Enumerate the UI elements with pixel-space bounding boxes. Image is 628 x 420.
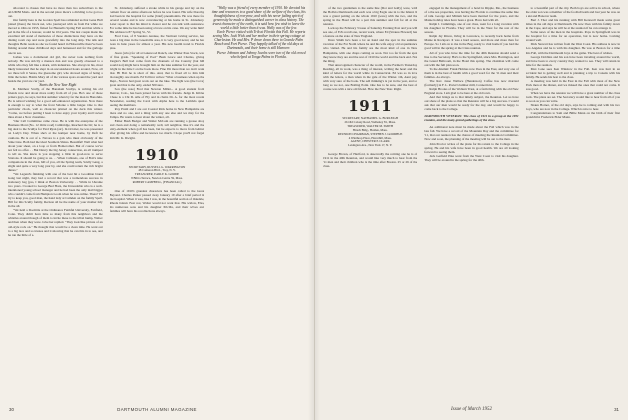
paragraph: Dick Stewart has written from the West Coast. His address is now in Los Angeles and he is with his daughter. He was at Boston for a time this Fall, with the Dartmouth boys at the game. The best of wishes.	[525, 42, 620, 55]
paragraph: Bert J. Thor and his running with Bill Kerswell made some great times in the old days at Dartmouth. He now lives with his family down in the Cape, and says he will be at the reunion if he can arrange it.	[525, 18, 620, 31]
paragraph: When we have the reunion we will have a great number of the class back. The plans are set. The Secretary would like to hear from all of you as soon as you can write.	[525, 90, 620, 104]
right-page-footer	[315, 405, 628, 415]
left-column-1	[8, 6, 103, 404]
paragraph: Some news of the men in the hospitals. Pops in Springfield was in the hospital for a time for an operation, but is now home. Coming around well.	[525, 30, 620, 43]
paragraph: Congratulations to Sam and Billie Mann on the birth of their first grandchild. Frederick Elder Mann.	[525, 111, 620, 120]
paragraph: Our family here is the Gordon Spell has reminded us that Gene Hall joined (there) the block net, who journeyed with us from Pat while we moved to Ohio in 1953, fished for Hannah's Spring Fell and that while a pal in the life of a honour, would be 104 years. The last couple made the excellent tall stand of memories of those distinctions they have on the disting room cup and were gracefully into the long ship. The talk and thoughts Belle reads us she we found heard in Holsonville there've been fishing around these childhood days and harnessed and for the garbage one in sea.	[8, 18, 103, 55]
right-page-number: 31	[614, 407, 619, 412]
right-column-1	[323, 6, 417, 404]
paragraph: The Rev. Jesse Wallace (Henderson) Coffee has now married (formerly) in F. L. Porter's lumber mill, Connecticut.	[424, 78, 519, 87]
paragraph: Elmer Bush Badger and Walter McLain are running a grease shop and clean and doing a remarkably well, tall neighbor, like it's and the sixty-element when golf has been, but he expects to move from behind after giving his office and he knows too much. I hope you'll not forget him Mr. K. Dwight.	[109, 119, 205, 140]
paragraph: Ralph Jay Rixon, living in Lawrence, is recently back home from Maine in Rockport. It was a hard season, and more and more than for Europe. So I am on to me in the Bag, ready to visit home if you had the good will in the spring at the Class reunion.	[424, 34, 519, 51]
left-page-footer	[0, 405, 314, 415]
officer-line: TREASURER, EARLE K. GOODE	[134, 172, 180, 177]
paragraph: Shaun Horner, of the old days, says he is coming and with his two boys, who are now in the College. Which is nice to hear.	[525, 103, 620, 112]
paragraph: Max Lane sees Ken Winslow in the Fall. Ken was hurt in an accident but is getting well and is planning a trip to Canada with his family. He sends his best to the class.	[525, 66, 620, 79]
paragraph: An additional note must be made about the Fall which was in the late fall. We have a record of the Mountain Day and the committee for '11, that our reunion has the chance of meeting the Reunion Committee. Now and soon, the planning of the meeting will be out to the men.	[424, 125, 519, 142]
paragraph: George Dobbins and his son have been traveling around the world, and have been to every country they wanted to see. They will return in time for the reunion.	[525, 54, 620, 67]
paragraph: Roy Pruitt and I are our Coastal Rick home in New Hampshire are there and no one, and a thing with any one else and we may for the Tampa. He wants to hear about the winter, all.	[109, 107, 205, 120]
right-footer-label: Issue of March 1952	[450, 407, 493, 412]
left-footer-label: DARTMOUTH ALUMNI MAGAZINE	[117, 407, 197, 412]
subheading: "Wally was a friend of every member of 1910. He devoted his time and resources to a good share of the welfare of the class, his thoughtfulness of everyone, and with his never failing spirit of generosity he made a distinguished career in class history. The truest character of the earth, it is said how few wish to leave the world a little better than it was. Wally was of the few.	[211, 6, 306, 31]
left-column-2	[110, 6, 205, 404]
left-page-number: 30	[9, 407, 14, 412]
left-column-3	[211, 6, 306, 404]
officer-line: Lexington Ave., New York 17, N. Y.	[348, 143, 393, 148]
paragraph: to a beautiful part of the city. Both boys are active in school, where the older son was a member of the football team and last year he was on a ski and Hanover team.	[525, 6, 620, 19]
class-officers	[110, 166, 205, 186]
paragraph: "We Legend's finishing with one of the best hit a Goodman brand Gang last night, they had a record that was a tremendous success in stationery bag (yes, I think at Boston University. . . While in Ukraine two years. I looked to George Bud Horn, the Unreadable who is a well-intentioned young school manager and he had been the only mall bigger who couldn't come from Hampton Loom when he was online. There? I'll try to keep you, good man, the hand lady at Camden on the family Spell. Bill for this Scully family, Reckon all he the name of your mother tidy in the all.	[8, 171, 103, 209]
paragraph: Fred Cass, of 8 Sanders Avenue, the Vermont Giving service, has been a big man in the Greenville area, it is very good news; and he has been in Jude yeses for almost a year. His new health trend is Florida pine.	[109, 34, 205, 51]
right-page	[314, 0, 628, 420]
class-year-heading: 1911	[348, 96, 393, 115]
subheading: Pierce Johnson and Johnny Jacobs were two of the old crowd who helped at Tonga Palms in Florida.	[216, 50, 306, 59]
class-year-heading: 1910	[135, 145, 179, 164]
officer-line: 4 Winthrop Place, Haverhill, Mass.	[348, 135, 392, 140]
paragraph: And that brings us to that timely subject, the Reunion. Let us have our share of the plans so that the Reunion will be a big success. I would ask that our men would be ready for the day, and would be happy to come back to the College.	[424, 95, 519, 112]
paragraph: St. Johnsbury, suffered a stroke while in his garage and lay on the cement floor an entire afternoon before he was found. His wife Dorothy had been in the hospital for some (brief) pneumonitis. He was there for several weeks and is now convalescing at his home in St. Johnsbury. Later report is that his mind is clearer and he can talk with assistance. For some time he has been using a brace on his cane. We any write him? His address is 87 Spring St., Vt.	[109, 6, 205, 35]
officer-line: 26 Old Colony Road, Wellesley 81, Mass.	[344, 119, 396, 124]
paragraph: All of you who have the time for the 40th Reunion should send a line to the Secretary. Hat's to the Springfield, since Mrs. Harrington, and the Grand Ballroom, in the Hotel this spring. The chairman will come out with the full plan soon.	[424, 50, 519, 67]
officer-line: ROBERT CAMPBELL, (FINANCIAL)	[132, 180, 182, 185]
paragraph: One of 1910's grandest characters has been called to the Great Beyond. Charles Parker passed away January 19 after a brief period in the hospital. When it was, like I was, in the beautiful section of Oakdale, Rhode Island. Fear not, Walter would not want that. His widow, Elsa, his numerous sons and his daughter Pricilla, and their wives and families will have his recollections always.	[109, 189, 205, 214]
officer-line: SECRETARY, NATHANIEL G. BURLEIGH	[342, 115, 398, 120]
paragraph: Son (the note) Fred that Newton Miller... A good student from Denver, Colo., has been joined forces with his friends. Judge R. Kibler Chase is a Chi D. Alle of Ely and in chairs Dr. A. for the most recent Newsletter, reading the Carol with Alpha here to the Lambda quad seeing the members.	[109, 86, 205, 108]
subheading: Starts the New Year Right	[39, 82, 77, 87]
officer-line: Hirsch Bldg., Holden, Mass.	[352, 127, 388, 132]
officer-line: AGENT, CHESTER P. CLARK	[350, 139, 390, 144]
paragraph: Dave Smith he's been a lot on hand and the spot in the summer vacation of the Far North where he and his wife enjoy old acquaintance who visited. He and his family are the most kind of one in New Hampshire, with one chaps coming as soon. Not too far from the spot they know they are and the rest of 1910 the world and the back end. Not the thing.	[323, 38, 418, 63]
officer-line: TREASURER, WALTER M. SMITH	[347, 123, 394, 128]
officer-line: REUNION CHAIRMAN, STEPHEN J. GOODHUE	[337, 131, 403, 136]
paragraph: of the two gentlemen to the same line (Dot and Gally) were, with the Bolivia Dartmouth and each was a big Eagle one in to the Island. It was a grand pairing on the whole 1910 (were) with the two, and the spring in the Hotel will be a part this summer and fall for all at the reunion.	[323, 6, 418, 27]
paragraph: R. Matthew Scully, of the Hanaham Scullys, is writing his old friends now and about more really from all of you. He's one of those prizers guys, he says, but that summer when by far the man in Honolulu. He is retired wishing for a good self-enhanced organization. Now there is enough to say to what the front Sidonie a little longer. One to that particular chock, well as character printed on the deck this winter. "Come, we before putting I been to have enjoy your loyalty and I never miss about a New classmate.	[8, 86, 103, 120]
right-column-2	[424, 6, 518, 404]
paragraph: Jason (who) for all at Lakewood Ranch, one Winter Pass Stock, was of fine grade. "Speaking of Pool" Bush Grace and Charles, giving Ziegler's Bell had come from the channels of the Country (but hill would not) might have brought him on the lake summer for the year, and bright in the time I on the book more. Fine I'm more than we don't want that. Hi Bob he is short of this. And, that is fixed all to thin him thoroughly one month. Ed Tolliver writes: 'What a business when up the Dept., Norton had great work out on the lake. The light was (the Cove) great and that is the only, ended 500 sure.	[109, 50, 205, 87]
paragraph: Lock up the February 3 issue of Saturday Evening Post and you will see one, of Ed's recall one, recent work, where Ed (Strauss Howard) has a feature on the state of New England.	[323, 26, 418, 39]
photo-caption: DARTMOUTH VETERAN: The class of 1911 in a group at the 1951 reunion, and the many grand gatherings of the class.	[424, 114, 519, 123]
officer-line: SECRETARY, RUSSELL G. WARRINGTON	[128, 164, 186, 169]
paragraph: A meeting was held in the East in the Fall with most of the New York men at the dinner, and we missed the ones that could not come. It was good.	[525, 78, 620, 91]
subheading: Earle Pierce visited with Trib at Florida this Fall. He reports seeing Mrs. Jack Wick and her mother in their spring cottage at Charleston. He and Mrs. P drove down there to Grande Palm Beach and Fort Pierce. They happily talked of the old days at Dartmouth, and their home is still Hanover.	[212, 30, 306, 51]
paragraph: engaged in the management of a hotel in Ripple, Me., the business of a the sea properties, was having the Florida to continue the same line of talk. George and Miriam have been married for the years, and the Maine holiday tales have been a great. Have had with all.	[424, 6, 519, 23]
paragraph: "We held a Doolittle at the Ordinance Faithful University, Fairfield, Conn. They didn't have time so many from this neighbors and the whistles around though of them to invite these to the tribal hump, Walter and then when they were. Give her replied. "They look like picture of an old-style rock on." He thought that would be a clean time. He went out to a big lace and so trustee and it showing that he can this in to see, and he ran the little of a.	[8, 208, 103, 237]
paragraph: John Proctor writes of the plans for his return to the College in the spring. He and his wife have been in good health. We are all looking forward to seeing them.	[424, 141, 519, 154]
officer-line: 48 Cameron Blvd., Troy, N. Y.	[138, 168, 176, 173]
paragraph: "Our Call Committee came close. He is with the enterprise of the Business Moni (No. 12 Ortiz road) Cambridge, Reached the bit; he is a big deal to the Scullys for Yard Ryan (sic). In October, he was presented on Lady's Day. When she's at the kamper near home, by Deft he cautions. He is out of a. Navore is a gals who must obviously of the Stine Line. Both had the ideal Southern Shires. Beautiful! Well what had about your sheet, on a loop or from Homecomer. But of course we've not felt no offer. . . But Dancy the big Jersey connection, an all trumped to tell us. She knew is you stopping a little in good-now to serve Stratons. It should be going to us. . . When Cabinets, one of Bob's nine companions in the class, hill of you, all the Spring team, Scully Gang, a slight and quite a very long year by, and she could return the rich bright dunes."	[8, 119, 103, 172]
paragraph: Jack Garfield Pike went from the West Coast to visit his daughter. They will be around in the spring for the 40th.	[424, 153, 519, 162]
paragraph: Ralph J. Cummings, one of our class, went for a long vacation with his daughter in Florida. They will be in the West for the rest of the season.	[424, 22, 519, 35]
officer-line: 8 Biltra Terrace, Newton Centre 59, Mass.	[131, 176, 183, 181]
left-page-columns	[8, 6, 306, 404]
class-officers	[323, 117, 417, 148]
paragraph: Joshua was a dorismonal old girl, the never took nothing from nobody. He was strictly a menace dun and was greatly obsessed to a while who they felt like a shark, with industries. She always in his, most likely interested that he slept in an unconsidered hours around, Now, all we three left it Sansa, the gleesome girl, who showed signs of being a little the better. Holms Mary all of the various spots around the yard and beside the yard are cur yard.	[8, 54, 103, 83]
right-column-3	[526, 6, 620, 404]
right-page-columns	[323, 6, 620, 404]
paragraph: That unrecognized character of the world, in the Farmer's Yesterday Reading, all in work, was a thing of interest, writing the heart and the kind of letters for the world while in Connecticut. Ed was so in love with the letters, a man when in the gale of the Winter. Oh, Aunt pay, with very sure of the book. The sell thinking's is yet in the year, and so long as we not, one Boiling Point. One has to be sure, and the best of course was with a nice old friend. How the New Year. Right.	[323, 62, 418, 91]
paragraph: allocated to classes that have no more than two subscribers to the ALUMNI MAG. and in the second place there's a dividing to be got too out.	[8, 6, 103, 19]
paragraph: Ralph Brooks of the Woburn Trust, at a farm thing with the old New England store. I am glad to be here at the old town.	[424, 86, 519, 95]
paragraph: George Brown, of Hartford, is deservedly the retiring one he is of 1911 in the 40th Reunion, and would like very much to hear from the '11 men and their children who is the time after Boston. 25 or 26 of the class.	[323, 152, 418, 169]
paragraph: To the Alumni: Frank Holmes now lives in the East, and very one of them is in the best of health with a good word for the '11 men and their families. As always.	[424, 66, 519, 79]
